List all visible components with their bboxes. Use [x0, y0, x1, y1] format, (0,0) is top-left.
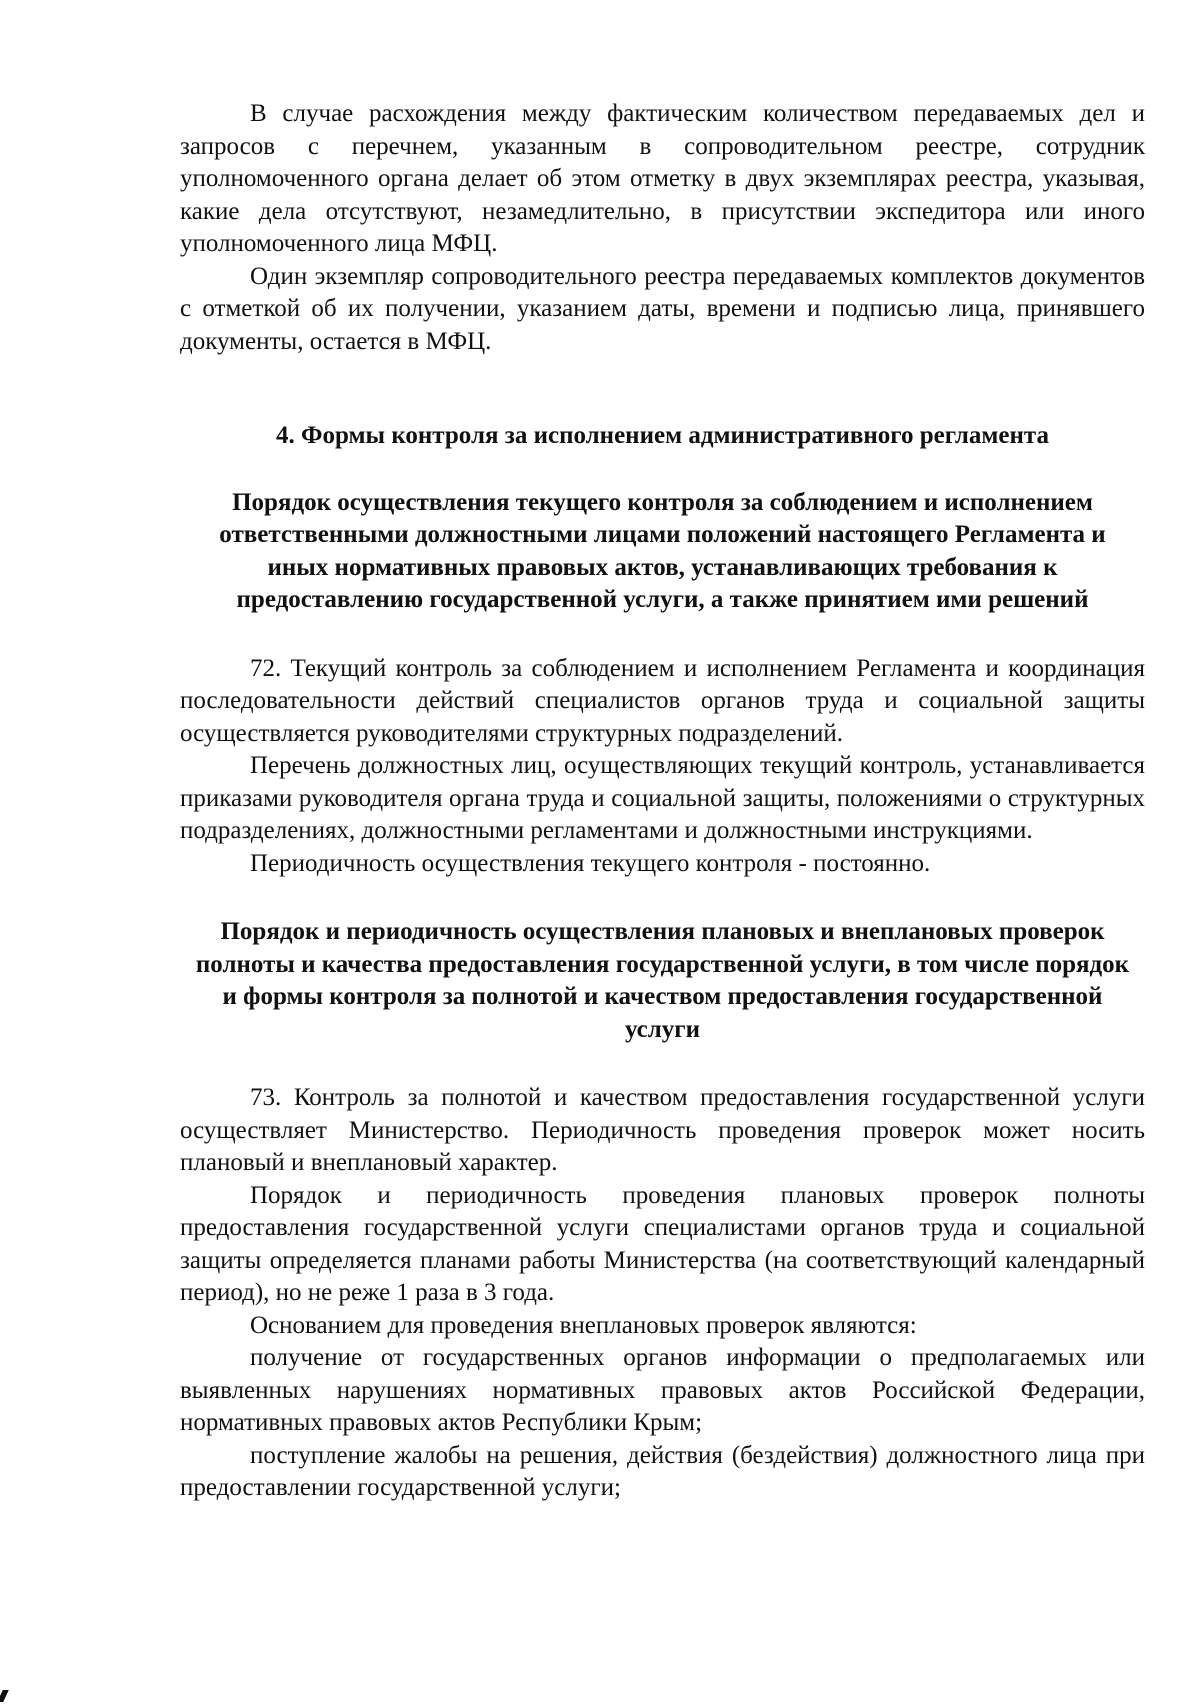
paragraph-officials-list: Перечень должностных лиц, осуществляющих текущий контроль, устанавливается приказами руководителя органа труда и социальной защиты, положениями о структурных подразделениях, должностными регламентами и должностными инструкциями.: [180, 752, 1145, 844]
section-title: 4. Формы контроля за исполнением административного регламента: [276, 422, 1049, 449]
paragraph-72: 72. Текущий контроль за соблюдением и исполнением Регламента и координация последовательности действий специалистов органов труда и социальной защиты осуществляется руководителями структурных подразделений.: [180, 654, 1145, 747]
paragraph-unplanned-grounds: Основанием для проведения внеплановых проверок являются:: [250, 1311, 917, 1339]
paragraph-ground-complaint: поступление жалобы на решения, действия (бездействия) должностного лица при предоставлении государственной услуги;: [180, 1441, 1145, 1501]
paragraph-planned-inspections: Порядок и периодичность проведения плановых проверок полноты предоставления государственной услуги специалистами органов труда и социальной защиты определяется планами работы Министерства (на соответствующий календарный период), но не реже 1 раза в 3 года.: [180, 1181, 1145, 1306]
document-page: [180, 98, 1145, 1505]
paragraph-periodicity: Периодичность осуществления текущего контроля - постоянно.: [250, 849, 931, 877]
paragraph-discrepancy: В случае расхождения между фактическим количеством передаваемых дел и запросов с перечнем, указанным в сопроводительном реестре, сотрудник уполномоченного органа делает об этом отметку в двух экземплярах реестра, указывая, какие дела отсутствуют, незамедлительно, в присутствии экспедитора или иного уполномоченного лица МФЦ.: [180, 100, 1145, 257]
paragraph-ground-information: получение от государственных органов информации о предполагаемых или выявленных нарушениях нормативных правовых актов Российской Федерации, нормативных правовых актов Республики Крым;: [180, 1344, 1145, 1436]
subsection-title-current-control: Порядок осуществления текущего контроля за соблюдением и исполнением ответственными должностными лицами положений настоящего Регламента и иных нормативных правовых актов, устанавливающих требования к предоставлению государственной услуги, а также принятием ими решений: [219, 488, 1106, 613]
paragraph-73: 73. Контроль за полнотой и качеством предоставления государственной услуги осуществляет Министерство. Периодичность проведения проверок может носить плановый и внеплановый характер.: [180, 1084, 1145, 1176]
paragraph-register-copy: Один экземпляр сопроводительного реестра передаваемых комплектов документов с отметкой об их получении, указанием даты, времени и подписью лица, принявшего документы, остается в МФЦ.: [180, 262, 1145, 355]
subsection-title-inspections: Порядок и периодичность осуществления плановых и внеплановых проверок полноты и качества предоставления государственной услуги, в том числе порядок и формы контроля за полнотой и качеством предоставления государственной услуги: [195, 918, 1130, 1043]
scan-corner-mark: [0, 1690, 9, 1702]
